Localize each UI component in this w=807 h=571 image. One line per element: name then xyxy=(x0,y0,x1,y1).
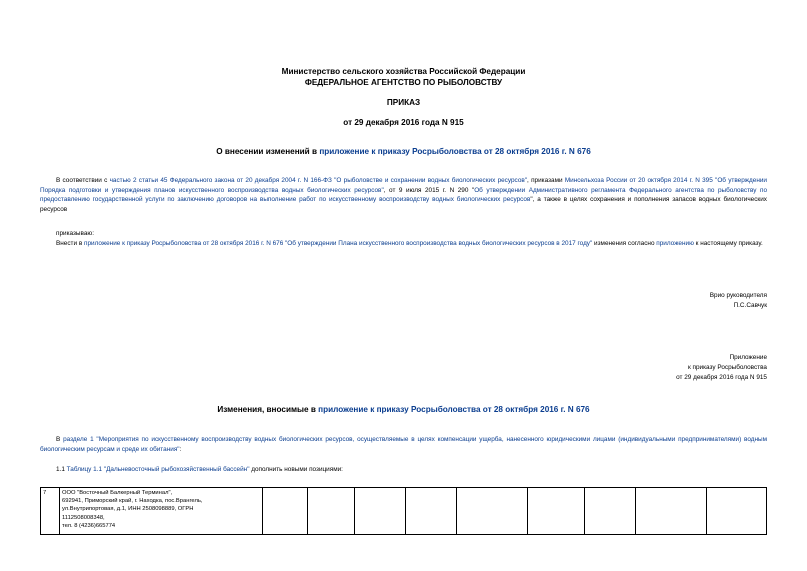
changes-title-link[interactable]: приложение к приказу Росрыболовства от 28 октября 2016 г. N 676 xyxy=(318,405,590,414)
changes-title-prefix: Изменения, вносимые в xyxy=(217,405,319,414)
empty-cell xyxy=(308,488,355,535)
empty-cell xyxy=(406,488,457,535)
appendix-ref-line3: от 29 декабря 2016 года N 915 xyxy=(676,374,767,381)
signature-position: Врио руководителя xyxy=(709,292,767,299)
preamble-text-1: В соответствии с xyxy=(56,177,110,184)
preamble-text-4: ", а также в целях сохранения и пополнения запасов водных биологических ресурсов xyxy=(40,196,767,213)
row-number-cell: 7 xyxy=(41,488,60,535)
org-line: 1112508008348, xyxy=(62,514,105,521)
preamble-link-order-395[interactable]: Минсельхоза России от 20 октября 2014 г. N 395 "Об утверждении Порядка подготовки и утверждения планов искусственного воспроизводства водных биологических ресурсов" xyxy=(40,177,767,194)
document-date: от 29 декабря 2016 года N 915 xyxy=(343,118,464,127)
section1-text-1: В xyxy=(56,436,64,443)
empty-cell xyxy=(707,488,767,535)
empty-cell xyxy=(263,488,308,535)
preamble-text-2: , приказами xyxy=(527,177,565,184)
preamble-paragraph xyxy=(40,176,767,214)
org-line: тел. 8 (4236)665774 xyxy=(62,522,116,529)
ministry-name: Министерство сельского хозяйства Российской Федерации xyxy=(281,67,526,76)
signature-name: П.С.Савчук xyxy=(733,302,767,309)
item-1-1-text-1: 1.1 xyxy=(56,466,67,473)
section1-text-2: : xyxy=(179,445,182,453)
order-text-1: Внести в xyxy=(56,240,84,247)
empty-cell xyxy=(636,488,707,535)
preamble-text-3: , от 9 июля 2015 г. N 290 " xyxy=(383,186,475,194)
order-link-appendix[interactable]: приложению xyxy=(656,240,694,247)
empty-cell xyxy=(585,488,636,535)
title-prefix: О внесении изменений в xyxy=(216,147,320,156)
item-1-1-text-2: дополнить новыми позициями: xyxy=(249,466,343,473)
order-paragraph xyxy=(40,239,767,249)
appendix-ref-line2: к приказу Росрыболовства xyxy=(687,364,767,371)
org-line: ул.Внутрипортовая, д.1, ИНН 2508098889, ОГРН xyxy=(62,506,194,513)
document-type: ПРИКАЗ xyxy=(386,98,421,107)
item-1-1 xyxy=(56,465,343,475)
item-1-1-link[interactable]: Таблицу 1.1 "Дальневосточный рыбохозяйственный бассейн" xyxy=(66,466,250,473)
preamble-link-regulation[interactable]: Об утверждении Административного регламента Федерального агентства по рыболовству по предоставлению государственной услуги по заключению договоров на выполнение работ по искусственному воспроизводству водных биологических ресурсов xyxy=(40,186,767,204)
positions-table xyxy=(40,487,767,535)
preamble-link-law[interactable]: частью 2 статьи 45 Федерального закона от 20 декабря 2004 г. N 166-ФЗ "О рыболовстве и сохранении водных биологических ресурсов" xyxy=(109,177,528,184)
empty-cell xyxy=(355,488,406,535)
order-text-2: изменения согласно xyxy=(592,240,657,247)
org-line: ООО "Восточный Балкерный Терминал", xyxy=(62,490,173,496)
empty-cell xyxy=(457,488,528,535)
document-title xyxy=(0,147,807,157)
section1-link[interactable]: разделе 1 "Мероприятия по искусственному воспроизводству водных биологических ресурсов, осуществляемые в целях компенсации ущерба, нанесенного юридическими лицами (индивидуальными предпринимателями) водным биологическим ресурсам и среде их обитания" xyxy=(40,436,767,453)
organization-cell xyxy=(60,488,263,535)
order-link-appendix-676[interactable]: приложение к приказу Росрыболовства от 28 октября 2016 г. N 676 "Об утверждении Плана искусственного воспроизводства водных биологических ресурсов в 2017 году" xyxy=(83,240,593,247)
empty-cell xyxy=(528,488,585,535)
title-link[interactable]: приложение к приказу Росрыболовства от 28 октября 2016 г. N 676 xyxy=(319,147,591,156)
agency-name: ФЕДЕРАЛЬНОЕ АГЕНТСТВО ПО РЫБОЛОВСТВУ xyxy=(304,78,503,87)
table-row xyxy=(41,488,767,535)
appendix-ref-line1: Приложение xyxy=(729,354,767,361)
section1-paragraph xyxy=(40,435,767,454)
changes-title xyxy=(0,405,807,415)
order-keyword: приказываю: xyxy=(56,230,94,237)
order-text-3: к настоящему приказу. xyxy=(693,240,763,247)
org-line: 692941, Приморский край, г. Находка, пос.Врангель, xyxy=(62,498,203,505)
